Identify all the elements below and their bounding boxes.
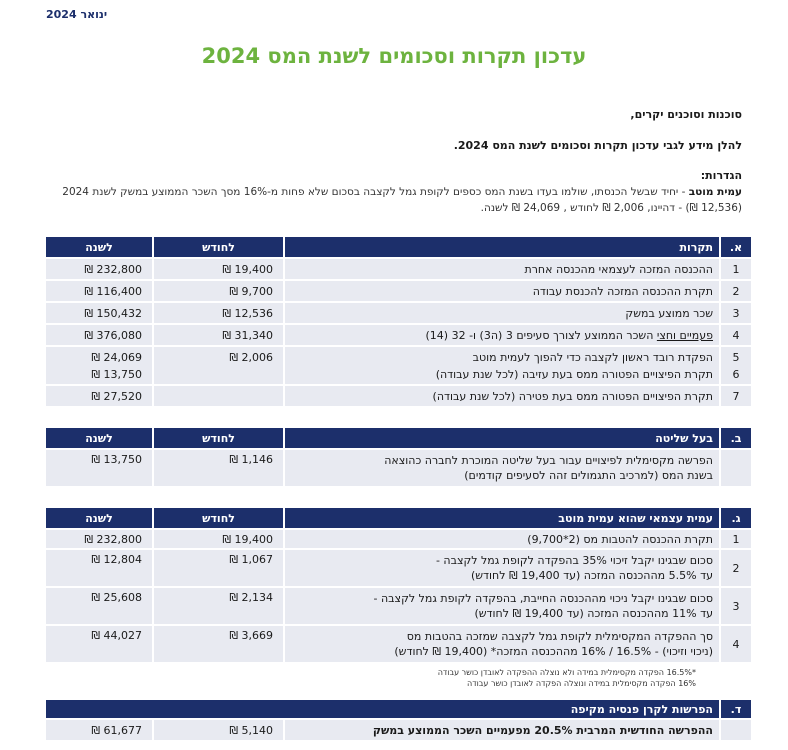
- row-month-value: 19,400 ₪: [154, 530, 283, 548]
- section-d-header: [46, 700, 751, 718]
- table-row: [46, 450, 751, 486]
- row-month-value: 3,669 ₪: [154, 626, 283, 662]
- row-description-line: סך ההפקדה המקסימלית לקופת גמל לקצבה שמזכה בהטבות מס: [406, 630, 713, 643]
- row-number: 3: [721, 588, 751, 624]
- row-month-value: [154, 386, 283, 406]
- row-description: תקרת ההכנסה להטבות מס (2*9,700): [285, 530, 719, 548]
- row-number: 3: [721, 303, 751, 323]
- row-month-value: 31,340 ₪: [154, 325, 283, 345]
- row-description: תקרת ההכנסה המזכה להכנסת עבודה: [285, 281, 719, 301]
- row-year-value: 27,520 ₪: [46, 386, 152, 406]
- row-year-value: 25,608 ₪: [46, 588, 152, 624]
- row-number: 5: [721, 347, 751, 367]
- row-number: 4: [721, 626, 751, 662]
- section-a-letter: א.: [721, 237, 751, 257]
- page-title: עדכון תקרות וסכומים לשנת המס 2024: [201, 44, 587, 68]
- row-year-value: 13,750 ₪: [46, 450, 152, 486]
- section-c-title: עמית עצמאי שהוא עמית מוטב: [285, 508, 719, 528]
- section-b-col-month: לחודש: [154, 428, 283, 448]
- section-b-title: בעל שליטה: [285, 428, 719, 448]
- row-number: 6: [721, 364, 751, 384]
- section-d-letter: ד.: [721, 700, 751, 718]
- table-row: [46, 325, 751, 345]
- table-row: [46, 530, 751, 548]
- row-description: תקרת הפיצויים הפטורה ממס בעת עזיבה (לכל שנת עבודה): [285, 364, 719, 384]
- row-description: [285, 550, 719, 586]
- section-c-header: [46, 508, 751, 528]
- row-month-value: 9,700 ₪: [154, 281, 283, 301]
- row-month-value: 2,134 ₪: [154, 588, 283, 624]
- row-description: ההכנסה המזכה לעצמאי מהכנסה אחרת: [285, 259, 719, 279]
- table-row: [46, 386, 751, 406]
- row-description-line: סכום שבגינו יקבל זיכוי 35% בהפקדה לקופת גמל לקצבה -: [435, 554, 713, 567]
- row-description-line: סכום שבגינו יקבל ניכוי מההכנסה החייבת, בהפקדה לקופת גמל לקצבה -: [373, 592, 713, 605]
- section-a-col-year: לשנה: [46, 237, 152, 257]
- row-month-value: 5,140 ₪: [154, 720, 283, 740]
- row-year-value: 376,080 ₪: [46, 325, 152, 345]
- row-number: [721, 450, 751, 486]
- document-date: ינואר 2024: [46, 8, 108, 21]
- row-year-value: 150,432 ₪: [46, 303, 152, 323]
- row-description: [285, 450, 719, 486]
- table-row: [46, 588, 751, 624]
- row-description-line: בשנת המס (למרכיב התגמולים זהה לסעיפים קודמים): [464, 469, 713, 482]
- section-c-notes: [438, 667, 696, 689]
- row-number: [721, 720, 751, 740]
- definitions-heading: הגדרות:: [700, 169, 742, 182]
- row-month-value: 19,400 ₪: [154, 259, 283, 279]
- table-row: [46, 550, 751, 586]
- row-year-value: 44,027 ₪: [46, 626, 152, 662]
- row-description-line: עד 11% מההכנסה המזכה (עד 19,400 ₪ לחודש): [474, 607, 713, 620]
- table-row: [46, 720, 751, 740]
- definition-text: [40, 184, 742, 216]
- row-description: [285, 325, 719, 345]
- table-row: [46, 303, 751, 323]
- intro-text: להלן מידע לגבי עדכון תקרות וסכומים לשנת המס 2024.: [453, 139, 742, 152]
- row-number: 1: [721, 259, 751, 279]
- table-row: [46, 626, 751, 662]
- greeting: סוכנות וסוכנים יקרים,: [630, 108, 742, 121]
- section-b-letter: ב.: [721, 428, 751, 448]
- table-row: [46, 364, 751, 384]
- row-year-value: 232,800 ₪: [46, 530, 152, 548]
- row-description-line: (ניכוי וזיכוי) - 16.5% / 16% מההכנסה המזכה* (19,400 ₪ לחודש): [394, 645, 713, 658]
- row-month-value: 2,006 ₪: [154, 347, 283, 367]
- table-row: [46, 281, 751, 301]
- footnote: 16% הפקדה מקסימלית במידה ונוצלה הפקדה לאובדן כושר עבודה: [467, 679, 696, 688]
- row-year-value: 232,800 ₪: [46, 259, 152, 279]
- row-number: 7: [721, 386, 751, 406]
- row-number: 2: [721, 281, 751, 301]
- footnote: *16.5% הפקדה מקסימלית במידה ולא נוצלה ההפקדה לאובדן כושר עבודה: [437, 668, 696, 677]
- row-description: הפקדת רובד ראשון לקצבה כדי להפוך לעמית מוטב: [285, 347, 719, 367]
- section-a-title: תקרות: [285, 237, 719, 257]
- row-month-value: 1,067 ₪: [154, 550, 283, 586]
- section-c-col-year: לשנה: [46, 508, 152, 528]
- section-d-title: הפרשות לקרן פנסיה מקיפה: [46, 700, 719, 718]
- row-description-line: הפרשה מקסימלית לפיצויים עבור בעל שליטה המוכרת לחברה כהוצאה: [384, 454, 713, 467]
- row-month-value: 1,146 ₪: [154, 450, 283, 486]
- row-month-value: 12,536 ₪: [154, 303, 283, 323]
- row-year-value: 116,400 ₪: [46, 281, 152, 301]
- row-number: 1: [721, 530, 751, 548]
- row-description: [285, 588, 719, 624]
- row-year-value: 61,677 ₪: [46, 720, 152, 740]
- section-a-header: [46, 237, 751, 257]
- row-description: [285, 626, 719, 662]
- row-description: תקרת הפיצויים הפטורה ממס בעת פטירה (לכל שנת עבודה): [285, 386, 719, 406]
- row-year-value: 12,804 ₪: [46, 550, 152, 586]
- row-year-value: 13,750 ₪: [46, 364, 152, 384]
- row-description-rest: השכר הממוצע לצורך סעיפים 3 (ה3) ו- 32 (14): [425, 328, 657, 342]
- definition-body: - יחיד שבשל הכנסתו, שולמו בעדו בשנת המס כספים לקופת גמל לקצבה בסכום שלא פחות מ-16% מסך השכר הממוצע במשק לשנת 2024 (12,536 ₪) - דהיינו, 2,006 ₪ לחודש , 24,069 ₪ לשנה.: [62, 186, 742, 214]
- section-c-letter: ג.: [721, 508, 751, 528]
- row-month-value: [154, 364, 283, 384]
- table-row: [46, 259, 751, 279]
- row-description: ההפרשה החודשית המרבית 20.5% מפעמיים השכר הממוצע במשק: [285, 720, 719, 740]
- row-description-line: עד 5.5% מההכנסה המזכה (עד 19,400 ₪ לחודש): [470, 569, 713, 582]
- row-year-value: 24,069 ₪: [46, 347, 152, 367]
- section-a-col-month: לחודש: [154, 237, 283, 257]
- section-b-header: [46, 428, 751, 448]
- row-description: שכר ממוצע במשק: [285, 303, 719, 323]
- row-number: 2: [721, 550, 751, 586]
- row-number: 4: [721, 325, 751, 345]
- section-b-col-year: לשנה: [46, 428, 152, 448]
- section-c-col-month: לחודש: [154, 508, 283, 528]
- definition-term: עמית מוטב: [688, 186, 742, 198]
- underlined-term: פעמיים וחצי: [656, 328, 713, 342]
